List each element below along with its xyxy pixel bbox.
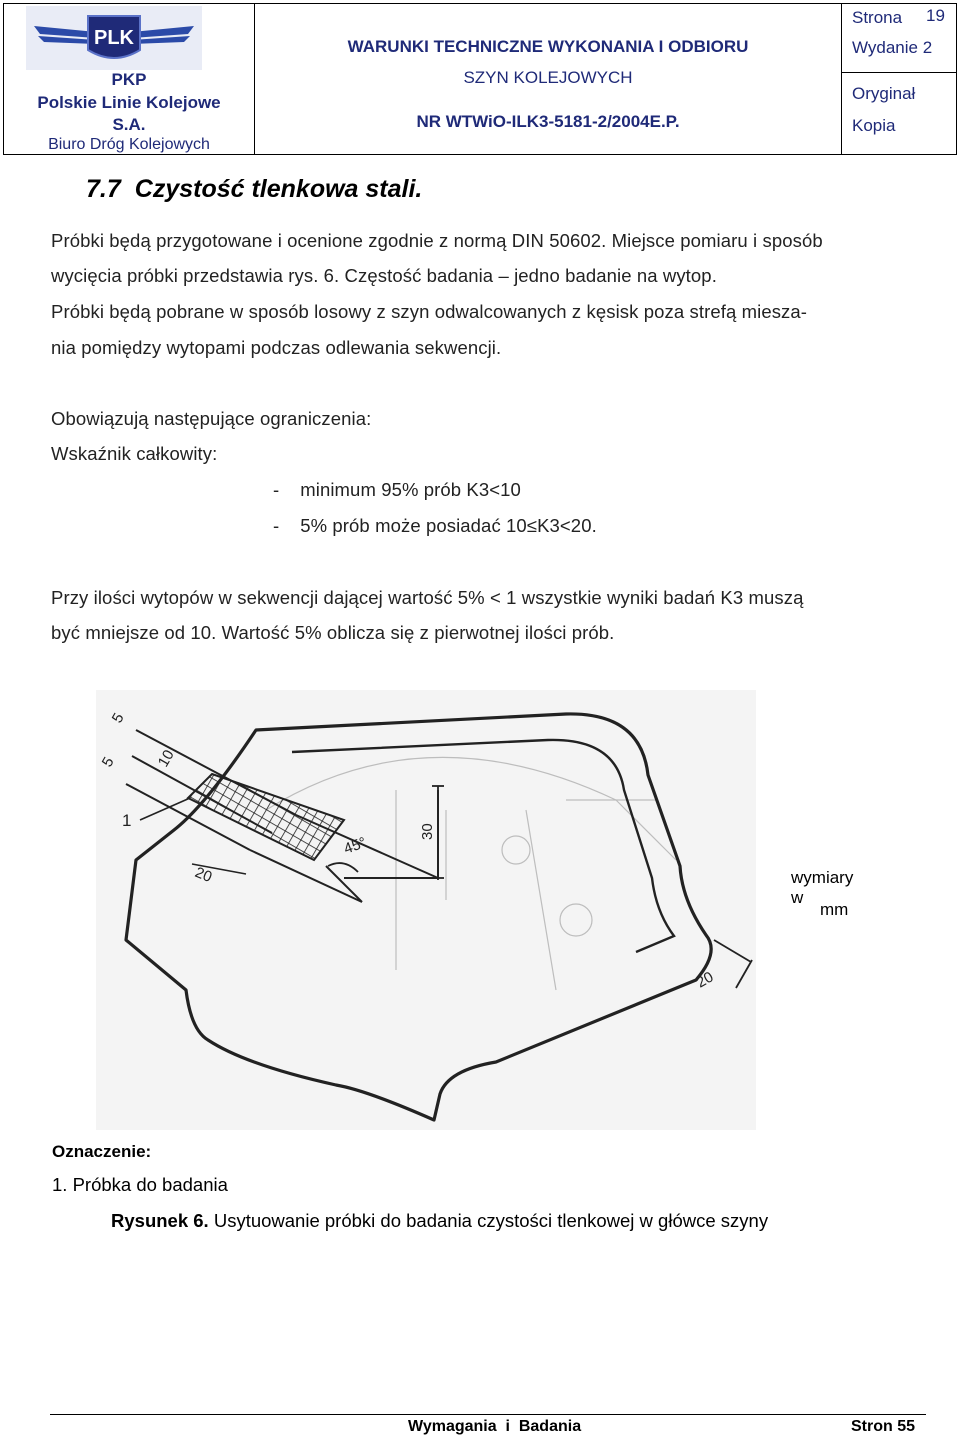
marker-1-label: 1 xyxy=(122,811,132,830)
limit-bullet-1: - minimum 95% prób K3<10 xyxy=(273,479,521,500)
figure-caption-label: Rysunek 6. xyxy=(111,1210,209,1231)
footer-rule xyxy=(50,1414,926,1415)
dim-label-30: 30 xyxy=(419,823,436,840)
original-label: Oryginał xyxy=(852,84,916,103)
rail-head-figure xyxy=(96,690,854,1130)
footer-page-count: Stron 55 xyxy=(851,1418,916,1435)
header-title-cell xyxy=(255,4,842,154)
footer-left-text: Wymagania i Badania xyxy=(408,1418,582,1435)
section-title: Czystość tlenkowa stali. xyxy=(134,175,423,203)
dim-label-20a: 20 xyxy=(192,863,215,886)
doc-number: NR WTWiO-ILK3-5181-2/2004E.P. xyxy=(416,112,680,131)
rail-head-drawing xyxy=(96,690,756,1130)
page-number: 19 xyxy=(926,6,945,25)
dim-label-10: 10 xyxy=(154,747,178,770)
limit-bullet-2: - 5% prób może posiadać 10≤K3<20. xyxy=(273,515,597,536)
document-header xyxy=(3,3,957,155)
header-meta-cell xyxy=(842,4,956,154)
paragraph-3-line-2: Wskaźnik całkowity: xyxy=(51,443,218,464)
paragraph-4-line-1: Przy ilości wytopów w sekwencji dającej wartość 5% < 1 wszystkie wyniki badań K3 muszą xyxy=(51,587,804,608)
header-page-row xyxy=(842,4,956,73)
paragraph-4-line-2: być mniejsze od 10. Wartość 5% oblicza się z pierwotnej ilości prób. xyxy=(51,622,615,643)
paragraph-2-line-2: nia pomiędzy wytopami podczas odlewania sekwencji. xyxy=(51,337,502,358)
org-line-3: S.A. xyxy=(112,115,146,134)
figure-caption-text: Usytuowanie próbki do badania czystości tlenkowej w główce szyny xyxy=(208,1210,769,1231)
background-construction-lines xyxy=(266,757,676,990)
units-note-line-2: mm xyxy=(820,900,849,919)
plk-logo xyxy=(26,6,202,70)
section-heading xyxy=(86,175,422,204)
org-line-2: Polskie Linie Kolejowe xyxy=(37,93,221,112)
doc-title-line-2: SZYN KOLEJOWYCH xyxy=(463,68,633,87)
section-number: 7.7 xyxy=(86,175,121,203)
logo-text: PLK xyxy=(94,27,134,49)
page-label: Strona xyxy=(852,8,903,27)
dim-label-5a: 5 xyxy=(108,710,128,726)
doc-title-line-1: WARUNKI TECHNICZNE WYKONANIA I ODBIORU xyxy=(347,37,749,56)
dim-label-20b: 20 xyxy=(693,968,717,992)
plk-logo-icon xyxy=(26,6,202,70)
units-note-line-1: wymiary w xyxy=(791,868,854,907)
paragraph-3-line-1: Obowiązują następujące ograniczenia: xyxy=(51,408,372,429)
paragraph-1-line-2: wycięcia próbki przedstawia rys. 6. Częstość badania – jedno badanie na wytop. xyxy=(51,265,717,286)
copy-label: Kopia xyxy=(852,116,896,135)
angle-label: 45° xyxy=(341,834,369,858)
figure-caption xyxy=(111,1210,768,1232)
dim-label-5b: 5 xyxy=(98,754,118,770)
sample-hatched-area xyxy=(188,774,344,860)
org-line-4: Biuro Dróg Kolejowych xyxy=(48,136,210,153)
org-line-1: PKP xyxy=(111,70,147,89)
header-org-cell xyxy=(4,4,255,154)
legend-item-1: 1. Próbka do badania xyxy=(52,1174,228,1195)
legend-heading: Oznaczenie: xyxy=(52,1142,152,1161)
paragraph-2-line-1: Próbki będą pobrane w sposób losowy z szyn odwalcowanych z kęsisk poza strefą miesza- xyxy=(51,301,808,322)
paragraph-1-line-1: Próbki będą przygotowane i ocenione zgodnie z normą DIN 50602. Miejsce pomiaru i sposób xyxy=(51,230,823,251)
edition-label: Wydanie 2 xyxy=(852,38,933,57)
